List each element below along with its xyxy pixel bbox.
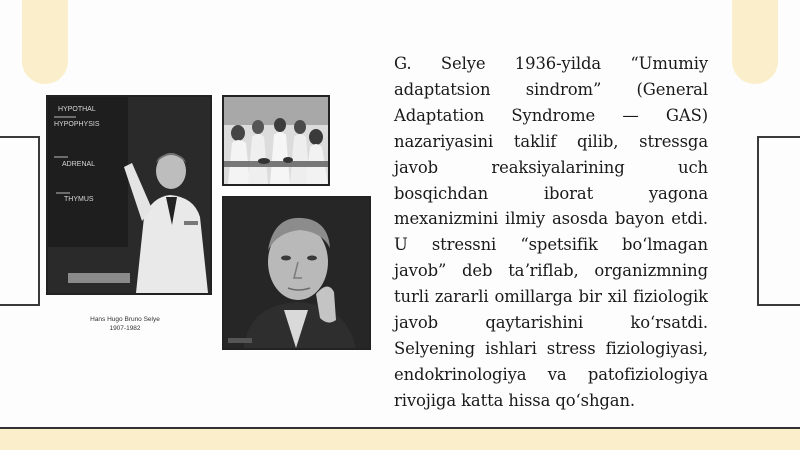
caption-name: Hans Hugo Bruno Selye	[90, 316, 160, 323]
body-paragraph: G. Selye 1936-yilda “Umumiy adaptatsion sindrom” (General Adaptation Syndrome — GAS) nazariyasini taklif qilib, stressga javob reaksiyalarining uch bosqichdan iborat yagona mexanizmini ilmiy asosda bayon etdi. U stressni “spetsifik boʻlmagan javob” deb taʼriflab, organizmning turli zararli omillarga bir xil fiziologik javob qaytarishini koʻrsatdi. Selyening ishlari stress fiziologiyasi, endokrinologiya va patofiziologiya rivojiga katta hissa qoʻshgan.	[394, 54, 708, 410]
photo-lab-group	[222, 95, 330, 186]
caption-years: 1907-1982	[109, 325, 141, 332]
photo-selye-portrait	[222, 196, 371, 350]
bottom-band	[0, 429, 800, 450]
photo-caption	[62, 315, 188, 333]
board-text-4: THYMUS	[64, 196, 94, 203]
board-text-1: HYPOTHAL	[58, 106, 96, 113]
decorative-tab-right	[732, 0, 778, 84]
photo-selye-blackboard	[46, 95, 212, 295]
board-text-2: HYPOPHYSIS	[54, 121, 100, 128]
decorative-frame-right	[757, 136, 800, 306]
board-text-3: ADRENAL	[62, 161, 96, 168]
decorative-tab-left	[22, 0, 68, 84]
decorative-frame-left	[0, 136, 40, 306]
